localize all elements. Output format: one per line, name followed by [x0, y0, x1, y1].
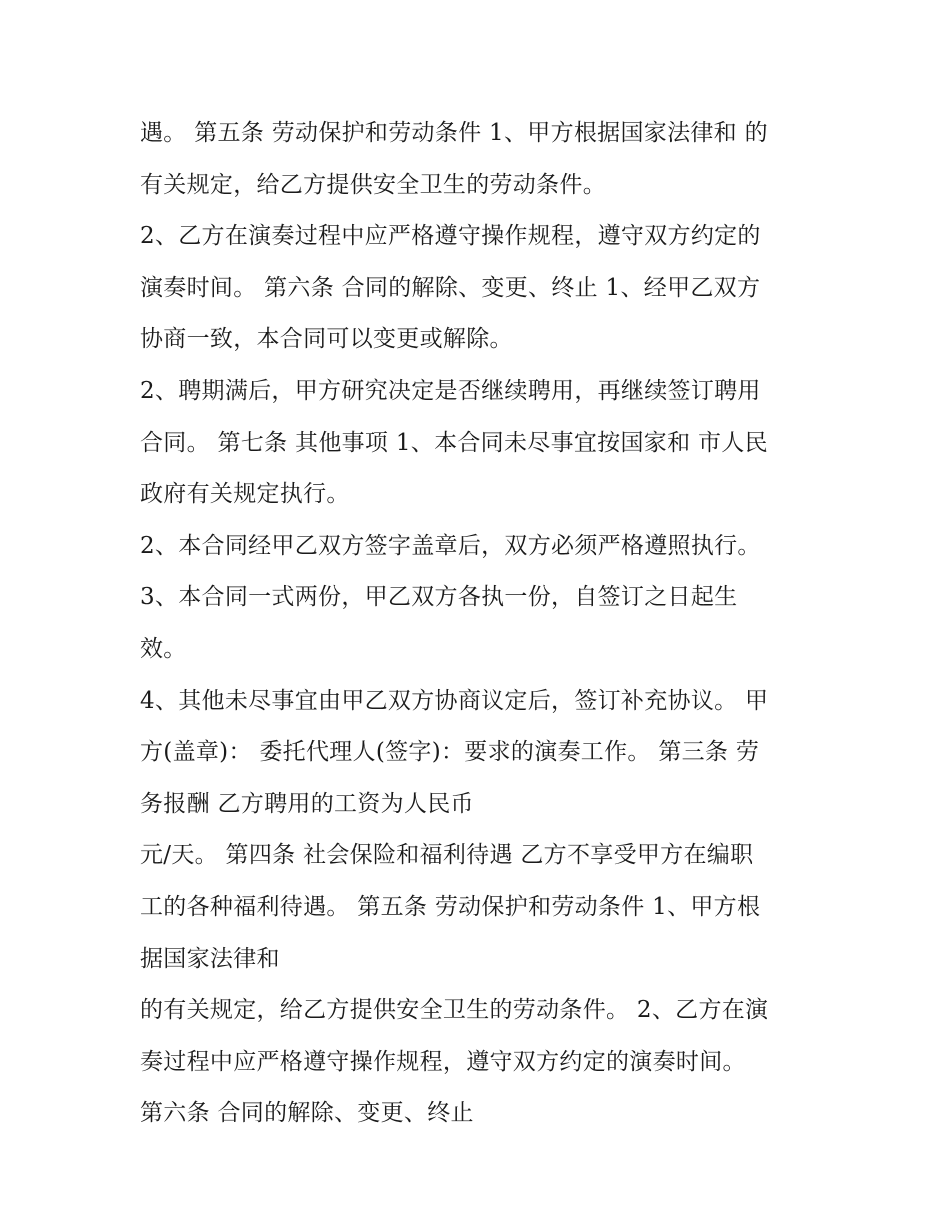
text-line: 的有关规定，给乙方提供安全卫生的劳动条件。 2、乙方在演 [140, 997, 769, 1024]
text-line: 奏过程中应严格遵守操作规程，遵守双方约定的演奏时间。 [140, 1048, 746, 1075]
text-line: 第六条 合同的解除、变更、终止 [140, 1100, 474, 1127]
text-line: 有关规定，给乙方提供安全卫生的劳动条件。 [140, 171, 606, 198]
document-body [140, 108, 820, 1140]
text-line: 元/天。 第四条 社会保险和福利待遇 乙方不享受甲方在编职 [140, 842, 754, 869]
text-line: 方(盖章)： 委托代理人(签字)：要求的演奏工作。 第三条 劳 [140, 739, 760, 766]
text-line: 协商一致，本合同可以变更或解除。 [140, 326, 513, 353]
text-line: 据国家法律和 [140, 945, 280, 972]
text-line: 2、乙方在演奏过程中应严格遵守操作规程，遵守双方约定的 [140, 223, 761, 250]
text-line: 4、其他未尽事宜由甲乙双方协商议定后，签订补充协议。 甲 [140, 687, 769, 714]
text-line: 演奏时间。 第六条 合同的解除、变更、终止 1、经甲乙双方 [140, 274, 761, 301]
text-line: 政府有关规定执行。 [140, 481, 350, 508]
text-line: 工的各种福利待遇。 第五条 劳动保护和劳动条件 1、甲方根 [140, 893, 761, 920]
text-line: 效。 [140, 635, 187, 662]
text-line: 遇。 第五条 劳动保护和劳动条件 1、甲方根据国家法律和 的 [140, 120, 768, 146]
text-line: 3、本合同一式两份，甲乙双方各执一份，自签订之日起生 [140, 584, 738, 611]
text-line: 2、聘期满后，甲方研究决定是否继续聘用，再继续签订聘用 [140, 377, 761, 404]
text-line: 务报酬 乙方聘用的工资为人民币 [140, 790, 474, 817]
text-line: 2、本合同经甲乙双方签字盖章后，双方必须严格遵照执行。 [140, 532, 761, 559]
text-line: 合同。 第七条 其他事项 1、本合同未尽事宜按国家和 市人民 [140, 429, 768, 456]
